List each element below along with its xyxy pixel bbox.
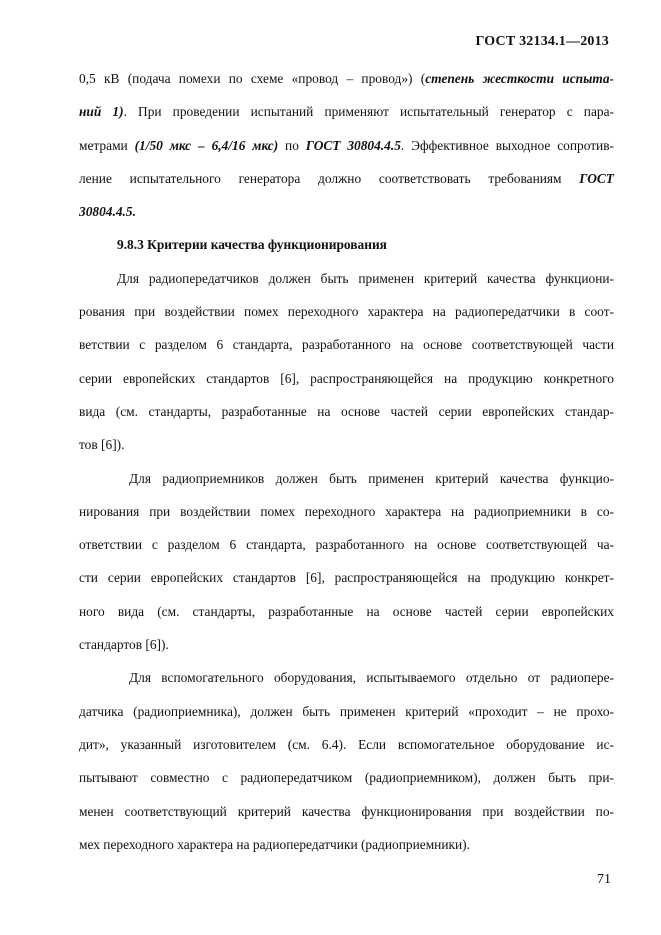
text-line	[79, 95, 614, 128]
text-line: датчика (радиоприемника), должен быть применен критерий «проходит – не прохо-	[79, 703, 614, 719]
text-line: стандартов [6]).	[79, 637, 169, 653]
paragraph-receivers	[79, 462, 614, 662]
text-run: метрами	[79, 137, 135, 153]
text-line: тов [6]).	[79, 437, 125, 453]
document-header: ГОСТ 32134.1—2013	[475, 34, 609, 49]
text-line: Для вспомогательного оборудования, испытываемого отдельно от радиопере-	[129, 670, 614, 686]
text-line: вида (см. стандарты, разработанные на основе частей серии европейских стандар-	[79, 403, 614, 419]
paragraph-auxiliary-equipment	[79, 661, 614, 861]
text-line: пытывают совместно с радиопередатчиком (радиоприемником), должен быть при-	[79, 770, 614, 786]
text-line	[79, 62, 614, 95]
text-line	[79, 162, 614, 195]
text-line: сти серии европейских стандартов [6], распространяющейся на продукцию конкрет-	[79, 570, 614, 586]
text-line	[79, 129, 614, 162]
section-heading: 9.8.3 Критерии качества функционирования	[117, 237, 387, 253]
emphasis-text: (1/50 мкс – 6,4/16 мкс)	[134, 137, 279, 153]
text-run: . Эффективное выходное сопротив-	[400, 137, 615, 153]
paragraph-test-conditions	[79, 62, 614, 228]
text-line: Для радиопередатчиков должен быть применен критерий качества функциони-	[117, 270, 614, 286]
emphasis-text: ний 1)	[79, 104, 124, 120]
text-line: ответствии с разделом 6 стандарта, разработанного на основе соответствующей ча-	[79, 537, 614, 553]
text-run: ление испытательного генератора должно соответствовать требованиям	[79, 170, 580, 186]
text-line: нирования при воздействии помех переходного характера на радиоприемники в со-	[79, 503, 614, 519]
text-line: мех переходного характера на радиопередатчики (радиоприемники).	[79, 836, 470, 852]
text-line: менен соответствующий критерий качества функционирования при воздействии по-	[79, 803, 614, 819]
text-line: дит», указанный изготовителем (см. 6.4). Если вспомогательное оборудование ис-	[79, 736, 614, 752]
text-line: Для радиоприемников должен быть применен критерий качества функцио-	[129, 470, 614, 486]
standard-reference: ГОСТ	[579, 170, 614, 186]
page-body	[79, 62, 614, 861]
text-line: рования при воздействии помех переходного характера на радиопередатчики в соот-	[79, 304, 614, 320]
text-line: ветствии с разделом 6 стандарта, разработанного на основе соответствующей части	[79, 337, 614, 353]
paragraph-transmitters	[79, 262, 614, 462]
text-line: серии европейских стандартов [6], распространяющейся на продукцию конкретного	[79, 370, 614, 386]
standard-reference: 30804.4.5.	[79, 204, 136, 220]
standard-reference: ГОСТ 30804.4.5	[305, 137, 401, 153]
text-run: 0,5 кВ (подача помехи по схеме «провод – провод») (	[79, 71, 426, 86]
emphasis-text: степень жесткости испыта-	[425, 71, 614, 86]
page-number: 71	[597, 872, 611, 887]
text-line: ного вида (см. стандарты, разработанные на основе частей серии европейских	[79, 603, 614, 619]
text-run: . При проведении испытаний применяют испытательный генератор с пара-	[123, 104, 614, 120]
text-run: по	[278, 137, 306, 153]
